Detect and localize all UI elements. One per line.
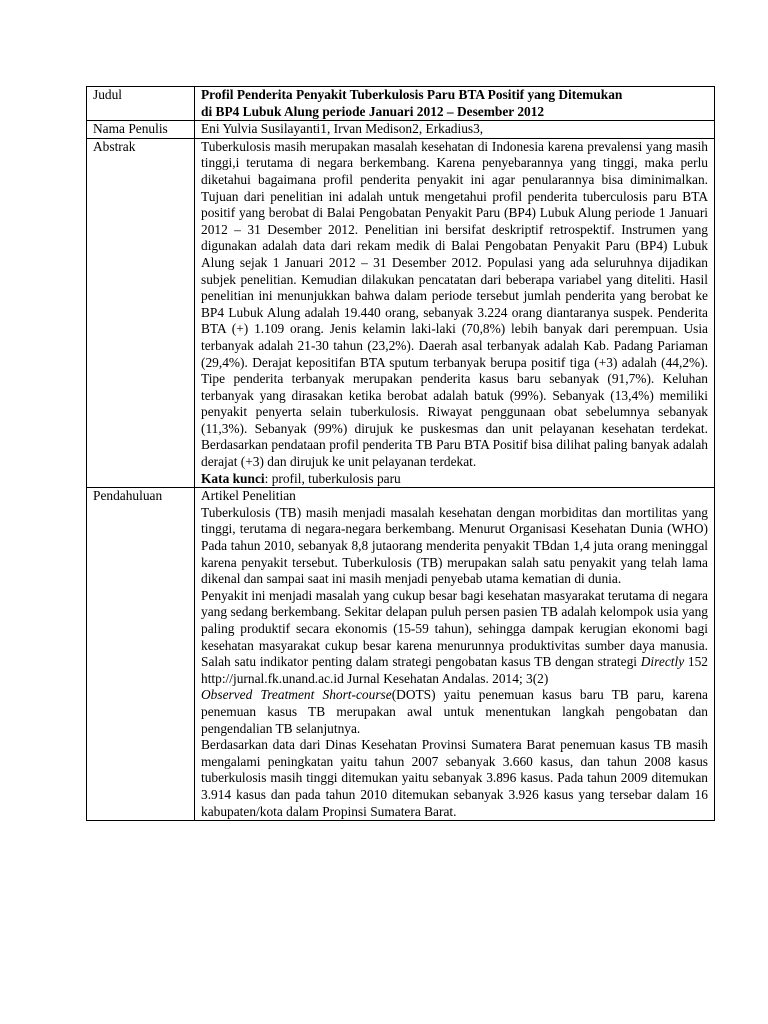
introduction-paragraph-1: Tuberkulosis (TB) masih menjadi masalah kesehatan dengan morbiditas dan mortilitas yang tinggi, terutama di negara-negara berkembang. Menurut Organisasi Kesehatan Dunia (WHO) Pada tahun 2010, sebanyak 8,8 jutaorang menderita penyakit TBdan 1,4 juta orang meninggal karena penyakit tersebut. Tuberkulosis (TB) merupakan salah satu penyakit yang telah lama dikenal dan sampai saat ini masih menjadi penyebab utama kematian di dunia. xyxy=(201,504,708,587)
paragraph-3-text: (DOTS) yaitu penemuan kasus baru TB paru, karena penemuan kasus TB merupakan awal untuk menentukan langkah pengobatan dan pengendalian TB selanjutnya. xyxy=(201,687,708,736)
abstract-text: Tuberkulosis masih merupakan masalah kesehatan di Indonesia karena prevalensi yang masih tinggi,i terutama di negara berkembang. Karena penyebarannya yang tinggi, maka perlu diketahui bagaimana profil penderita penyakit ini agar penularannya bisa diminimalkan. Tujuan dari penelitian ini adalah untuk mengetahui profil penderita tuberculosis paru BTA positif yang berobat di Balai Pengobatan Penyakit Paru (BP4) Lubuk Alung periode 1 Januari 2012 – 31 Desember 2012. Penelitian ini bersifat deskriptif retrospektif. Instrumen yang digunakan adalah data dari rekam medik di Balai Pengobatan Penyakit Paru (BP4) Lubuk Alung sejak 1 Januari 2012 – 31 Desember 2012. Populasi yang ada seluruhnya dijadikan subjek penelitian. Kemudian dilakukan pencatatan dari beberapa variabel yang diteliti. Hasil penelitian ini menunjukkan bahwa dalam periode tersebut jumlah penderita yang berobat ke BP4 Lubuk Alung adalah 19.440 orang, sebanyak 3.224 orang diantaranya suspek. Penderita BTA (+) 1.109 orang. Jenis kelamin laki-laki (70,8%) lebih banyak dari perempuan. Usia terbanyak adalah 21-30 tahun (23,2%). Daerah asal terbanyak adalah Kab. Padang Pariaman (29,4%). Derajat kepositifan BTA sputum terbanyak berupa positif tiga (+3) adalah (44,2%). Tipe penderita terbanyak merupakan penderita kasus baru sebanyak (91,7%). Keluhan terbanyak yang dirasakan ketika berobat adalah batuk (99%). Sebanyak (13,4%) memiliki penyakit penyerta selain tuberkulosis. Riwayat penggunaan obat sebelumnya sebanyak (11,3%). Sebanyak (99%) dirujuk ke puskesmas dan unit pelayanan kesehatan terdekat. Berdasarkan pendataan profil penderita TB Paru BTA Positif bisa dilihat paling banyak adalah derajat (+3) dan dirujuk ke unit pelayanan terdekat. xyxy=(201,138,708,470)
article-title-line1: Profil Penderita Penyakit Tuberkulosis Paru BTA Positif yang Ditemukan xyxy=(201,87,623,102)
keywords-label: Kata kunci xyxy=(201,470,265,486)
article-title-line2: di BP4 Lubuk Alung periode Januari 2012 – Desember 2012 xyxy=(201,103,545,119)
row-nama-penulis xyxy=(87,121,715,139)
label-judul: Judul xyxy=(87,87,195,121)
introduction-paragraph-2 xyxy=(201,588,708,688)
introduction-paragraph-4: Berdasarkan data dari Dinas Kesehatan Provinsi Sumatera Barat penemuan kasus TB masih mengalami peningkatan yaitu tahun 2007 sebanyak 3.660 kasus, dan tahun 2008 kasus tuberkulosis masih tinggi ditemukan yaitu sebanyak 3.896 kasus. Pada tahun 2009 ditemukan 3.914 kasus dan pada tahun 2010 ditemukan sebanyak 3.926 kasus yang tersebar dalam 16 kabupaten/kota dalam Propinsi Sumatera Barat. xyxy=(201,737,708,819)
paragraph-3-italic: Observed Treatment Short-course xyxy=(201,687,392,703)
row-abstrak xyxy=(87,138,715,487)
keywords-line xyxy=(201,471,708,488)
article-title xyxy=(195,87,715,121)
article-summary-table xyxy=(86,86,715,821)
introduction-heading: Artikel Penelitian xyxy=(201,488,296,504)
row-judul xyxy=(87,87,715,121)
introduction-cell xyxy=(195,488,715,821)
label-nama-penulis: Nama Penulis xyxy=(87,121,195,139)
paragraph-2-italic: Directly xyxy=(640,654,685,670)
row-pendahuluan xyxy=(87,488,715,821)
paragraph-2-tail: 152 http://jurnal.fk.unand.ac.id Jurnal Kesehatan Andalas. 2014; 3(2) xyxy=(201,654,709,686)
paragraph-2-text: Penyakit ini menjadi masalah yang cukup besar bagi kesehatan masyarakat terutama di negara yang sedang berkembang. Sekitar delapan puluh persen pasien TB adalah kelompok usia yang paling produktif secara ekonomis (15-59 tahun), sehingga dampak kerugian ekonomi bagi kesehatan masyarakat cukup besar karena menurunnya produktivitas sumber daya manusia. Salah satu indikator penting dalam strategi pengobatan kasus TB dengan strategi xyxy=(201,587,708,670)
label-abstrak: Abstrak xyxy=(87,138,195,487)
label-pendahuluan: Pendahuluan xyxy=(87,488,195,821)
abstract-cell xyxy=(195,138,715,487)
introduction-paragraph-3 xyxy=(201,687,708,737)
author-names: Eni Yulvia Susilayanti1, Irvan Medison2, Erkadius3, xyxy=(195,121,715,139)
keywords-value: : profil, tuberkulosis paru xyxy=(264,470,401,486)
